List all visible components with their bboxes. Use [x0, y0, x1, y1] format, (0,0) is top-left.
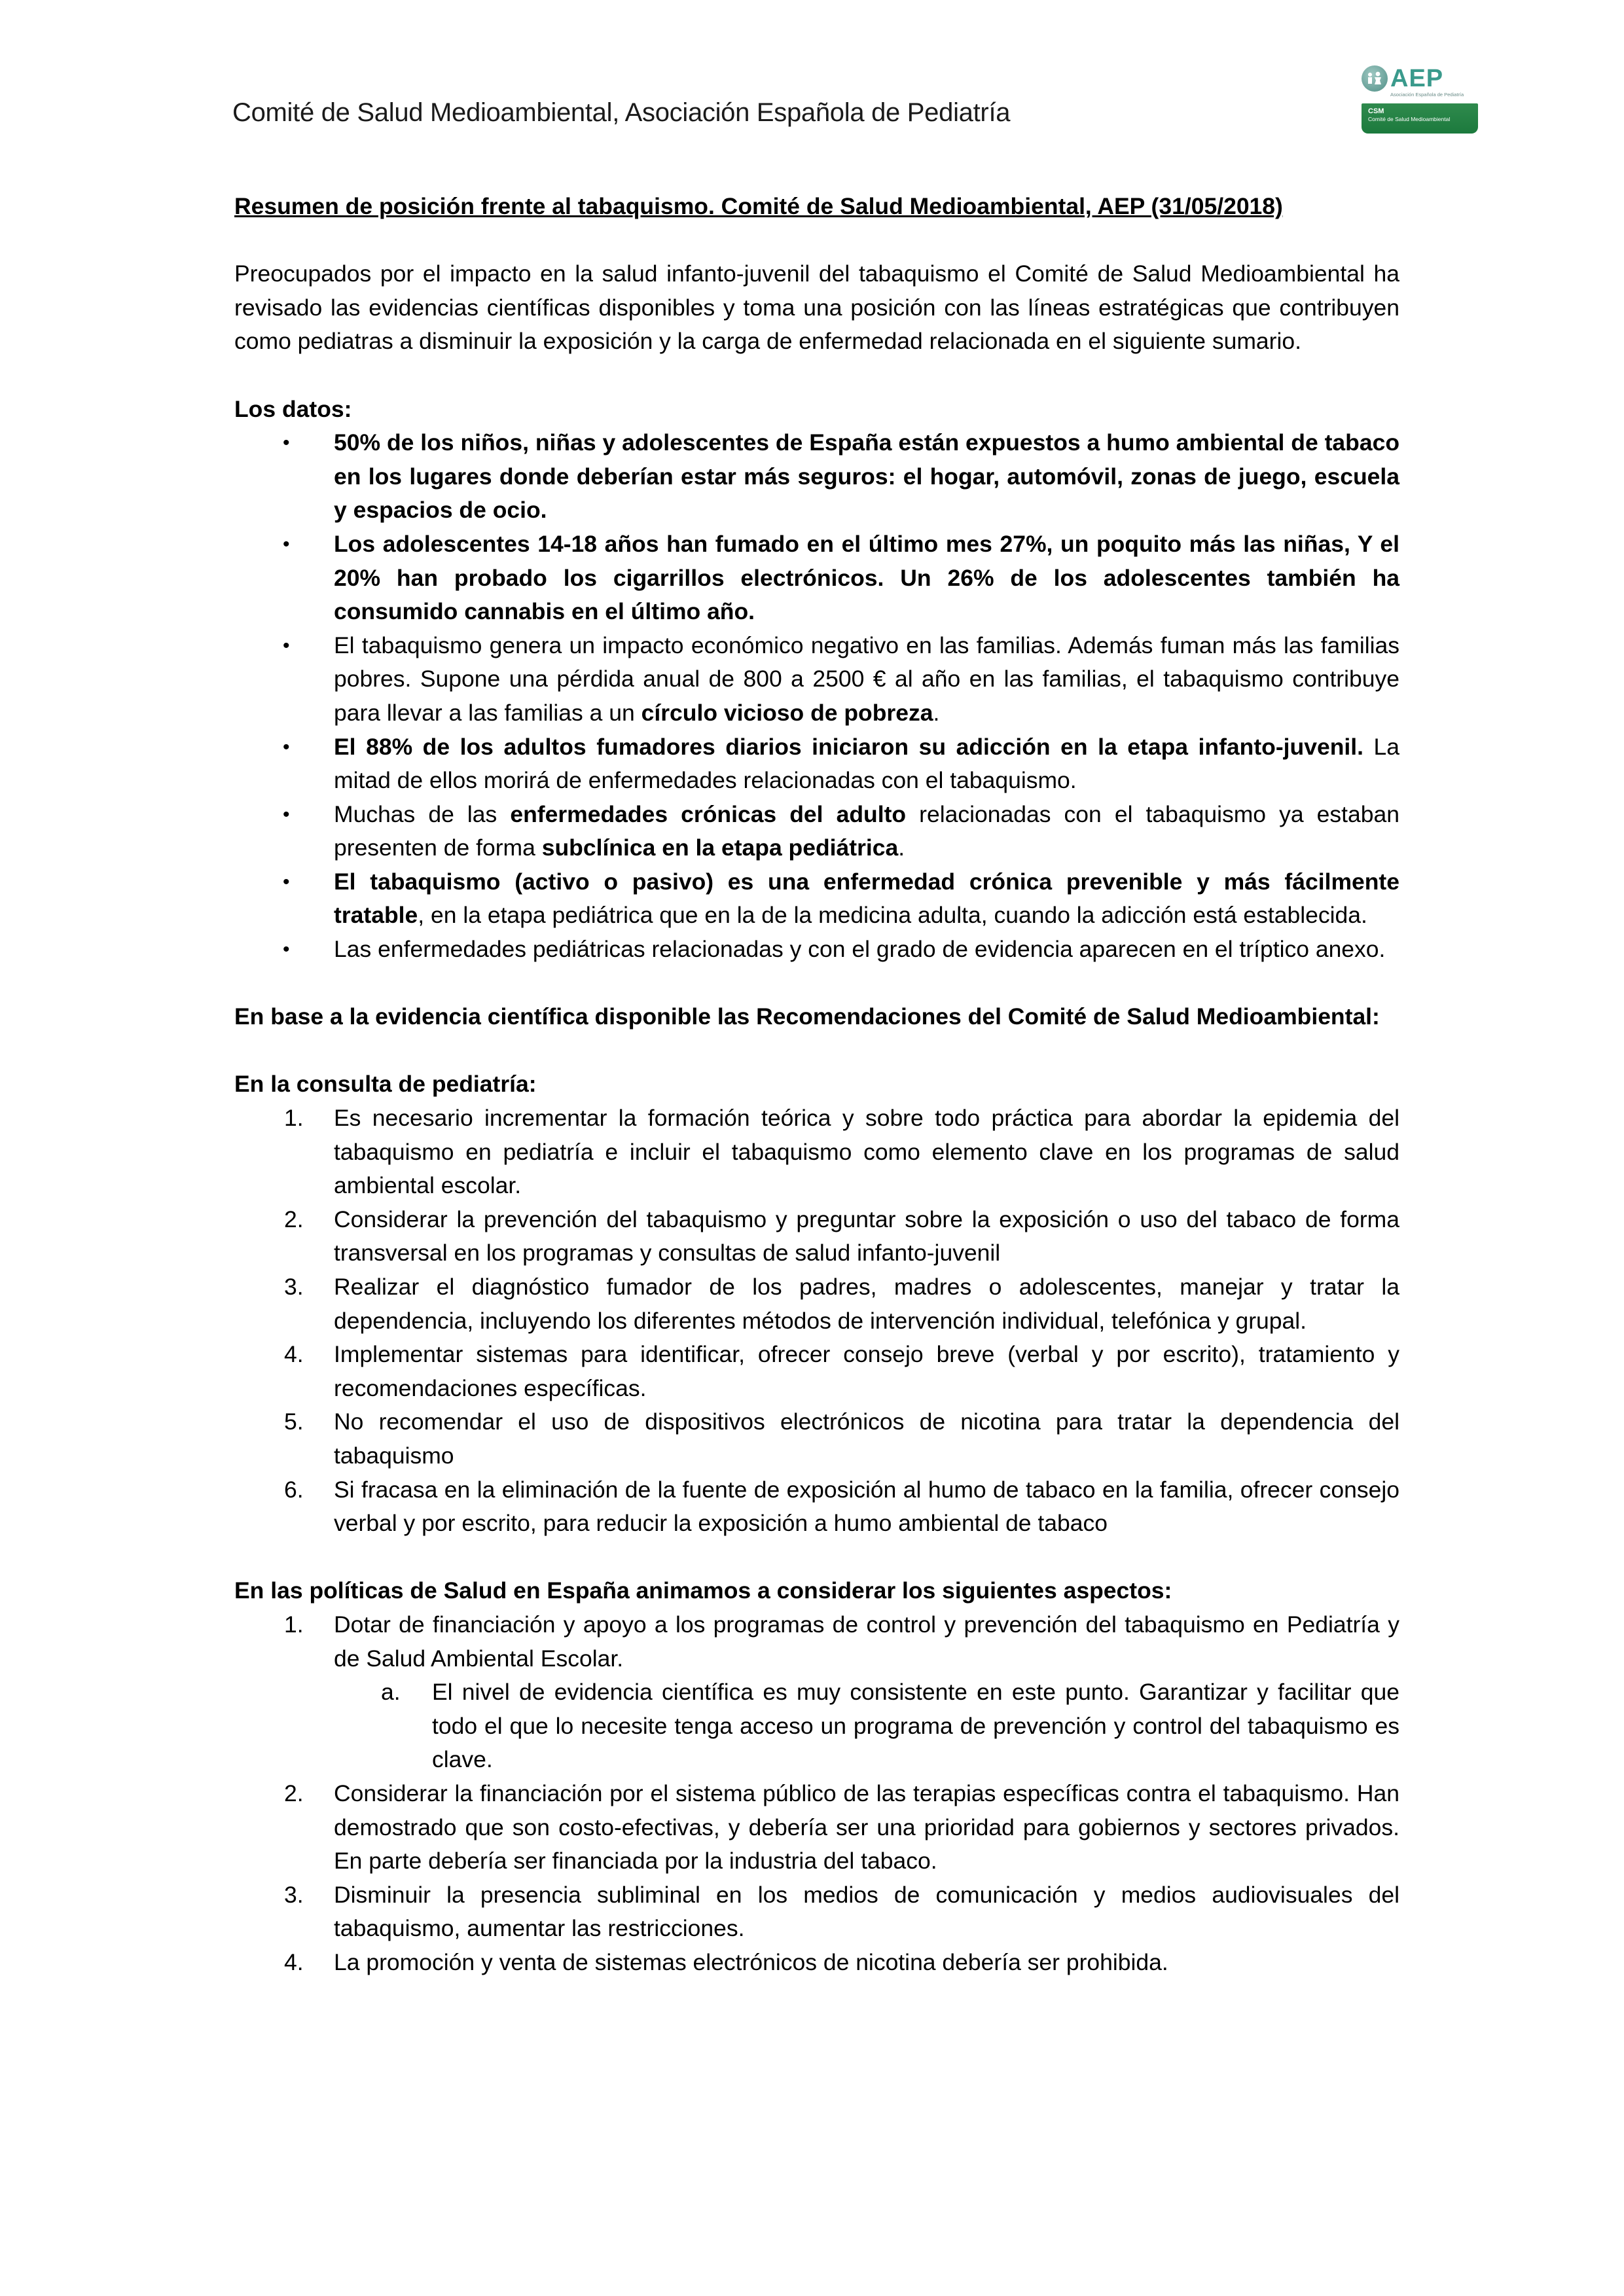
list-item-text: Considerar la financiación por el sistema público de las terapias específicas contra el tabaquismo. Han demostrado que son costo-efectivas, y debería ser una prioridad para gobiernos y sectores privados. En parte debería ser financiada por la industria del tabaco. — [334, 1780, 1399, 1874]
bold-text-segment: 50% de los niños, niñas y adolescentes de España están expuestos a humo ambiental de tabaco en los lugares donde deberían estar más seguros: el hogar, automóvil, zonas de juego, escuela y espacios de ocio. — [334, 429, 1399, 524]
policy-section-heading: En las políticas de Salud en España animamos a considerar los siguientes aspectos: — [234, 1577, 1172, 1604]
consultation-section-heading: En la consulta de pediatría: — [234, 1071, 537, 1098]
text-segment: . — [898, 834, 905, 861]
logo-badge-short: CSM — [1368, 107, 1384, 115]
list-item-text: Implementar sistemas para identificar, ofrecer consejo breve (verbal y por escrito), tratamiento y recomendaciones específicas. — [334, 1341, 1399, 1401]
children-figures-icon — [1365, 71, 1384, 86]
bold-text-segment: El tabaquismo (activo o pasivo) es una enfermedad crónica prevenible y más fácilmente tratable — [334, 868, 1399, 929]
logo-full-name: Asociación Española de Pediatría — [1390, 92, 1464, 98]
logo-csm-badge — [1362, 103, 1478, 134]
list-number: 6. — [284, 1476, 304, 1503]
sub-list-item-text: El nivel de evidencia científica es muy consistente en este punto. Garantizar y facilitar que todo el que lo necesite tenga acceso un programa de prevención y control del tabaquismo es clave. — [432, 1679, 1399, 1773]
sub-list-item — [234, 1676, 1399, 1777]
text-segment: Muchas de las — [334, 800, 511, 827]
data-bullet-list — [234, 426, 1399, 967]
bullet-icon: • — [283, 533, 290, 555]
list-number: 2. — [284, 1780, 304, 1806]
text-segment: relacionadas con el tabaquismo ya estaban presenten de forma — [334, 800, 1400, 861]
running-header: Comité de Salud Medioambiental, Asociación Española de Pediatría — [232, 98, 1011, 127]
bold-text-segment: subclínica en la etapa pediátrica — [541, 834, 899, 861]
data-bullet-item — [234, 865, 1399, 933]
recommendations-heading: En base a la evidencia científica disponible las Recomendaciones del Comité de Salud Medioambiental: — [234, 1003, 1380, 1030]
list-item-text: Si fracasa en la eliminación de la fuente de exposición al humo de tabaco en la familia, ofrecer consejo verbal y por escrito, para reducir la exposición a humo ambiental de tabaco — [334, 1476, 1399, 1537]
bold-text-segment: El 88% de los adultos fumadores diarios iniciaron su adicción en la etapa infanto-juvenil. — [334, 733, 1363, 760]
list-number: 5. — [284, 1408, 304, 1435]
data-bullet-item — [234, 798, 1399, 865]
policy-item — [234, 1878, 1399, 1946]
bullet-icon: • — [283, 634, 290, 656]
document-body — [234, 190, 1399, 1979]
aep-logo — [1362, 65, 1479, 137]
list-number: 3. — [284, 1881, 304, 1908]
text-segment: Las enfermedades pediátricas relacionadas y con el grado de evidencia aparecen en el tríptico anexo. — [334, 936, 1386, 963]
bullet-icon: • — [283, 803, 290, 825]
bullet-icon: • — [283, 870, 290, 893]
bold-text-segment: círculo vicioso de pobreza — [641, 699, 933, 726]
list-item-text: No recomendar el uso de dispositivos electrónicos de nicotina para tratar la dependencia del tabaquismo — [334, 1408, 1399, 1469]
list-item-text: La promoción y venta de sistemas electrónicos de nicotina debería ser prohibida. — [334, 1948, 1168, 1975]
data-bullet-item — [234, 528, 1399, 629]
consultation-item — [234, 1102, 1399, 1203]
consultation-item — [234, 1203, 1399, 1270]
consultation-item — [234, 1270, 1399, 1338]
aep-children-logo-icon — [1362, 65, 1388, 92]
data-bullet-item — [234, 426, 1399, 528]
data-bullet-item — [234, 730, 1399, 798]
sub-list — [334, 1676, 1399, 1777]
list-item-text: Realizar el diagnóstico fumador de los padres, madres o adolescentes, manejar y tratar la dependencia, incluyendo los diferentes métodos de intervención individual, telefónica y grupal. — [334, 1274, 1399, 1334]
list-number: 4. — [284, 1948, 304, 1975]
bold-text-segment: enfermedades crónicas del adulto — [510, 800, 907, 827]
document-title: Resumen de posición frente al tabaquismo. Comité de Salud Medioambiental, AEP (31/05/2018) — [234, 193, 1283, 219]
list-item-text: Es necesario incrementar la formación teórica y sobre todo práctica para abordar la epidemia del tabaquismo en pediatría e incluir el tabaquismo como elemento clave en los programas de salud ambiental escolar. — [334, 1105, 1399, 1199]
sub-list-letter: a. — [381, 1679, 401, 1706]
data-section-heading: Los datos: — [234, 395, 352, 422]
list-number: 2. — [284, 1206, 304, 1232]
policy-item — [234, 1777, 1399, 1878]
text-segment: El tabaquismo genera un impacto económico negativo en las familias. Además fuman más las familias pobres. Supone una pérdida anual de 800 a 2500 € al año en las familias, el tabaquismo contribuye para llevar a las familias a un — [334, 632, 1399, 726]
bullet-icon: • — [283, 736, 290, 758]
bullet-icon: • — [283, 432, 290, 454]
text-segment: La mitad de ellos morirá de enfermedades relacionadas con el tabaquismo. — [334, 733, 1399, 794]
list-item-text: Dotar de financiación y apoyo a los programas de control y prevención del tabaquismo en Pediatría y de Salud Ambiental Escolar. — [334, 1611, 1399, 1672]
list-number: 1. — [284, 1105, 304, 1132]
consultation-list — [234, 1102, 1399, 1541]
list-number: 1. — [284, 1611, 304, 1638]
list-number: 4. — [284, 1341, 304, 1368]
policy-item — [234, 1946, 1399, 1980]
bullet-icon: • — [283, 939, 290, 961]
data-bullet-item — [234, 933, 1399, 967]
policy-item — [234, 1608, 1399, 1777]
consultation-item — [234, 1405, 1399, 1473]
consultation-item — [234, 1338, 1399, 1405]
policy-list — [234, 1608, 1399, 1980]
text-segment: , en la etapa pediátrica que en la de la medicina adulta, cuando la adicción está establecida. — [418, 902, 1367, 929]
logo-badge-full: Comité de Salud Medioambiental — [1368, 116, 1451, 122]
intro-paragraph: Preocupados por el impacto en la salud infanto-juvenil del tabaquismo el Comité de Salud Medioambiental ha revisado las evidencias científicas disponibles y toma una posición con las líneas estratégicas que contribuyen como pediatras a disminuir la exposición y la carga de enfermedad relacionada en el siguiente sumario. — [234, 260, 1399, 355]
data-bullet-item — [234, 629, 1399, 730]
bold-text-segment: Los adolescentes 14-18 años han fumado en el último mes 27%, un poquito más las niñas, Y el 20% han probado los cigarrillos electrónicos. Un 26% de los adolescentes también ha consumido cannabis en el último año. — [334, 530, 1399, 625]
list-number: 3. — [284, 1274, 304, 1300]
list-item-text: Disminuir la presencia subliminal en los medios de comunicación y medios audiovisuales del tabaquismo, aumentar las restricciones. — [334, 1881, 1399, 1942]
consultation-item — [234, 1473, 1399, 1541]
list-item-text: Considerar la prevención del tabaquismo y preguntar sobre la exposición o uso del tabaco de forma transversal en los programas y consultas de salud infanto-juvenil — [334, 1206, 1399, 1266]
logo-acronym: AEP — [1390, 65, 1444, 92]
text-segment: . — [933, 699, 940, 726]
